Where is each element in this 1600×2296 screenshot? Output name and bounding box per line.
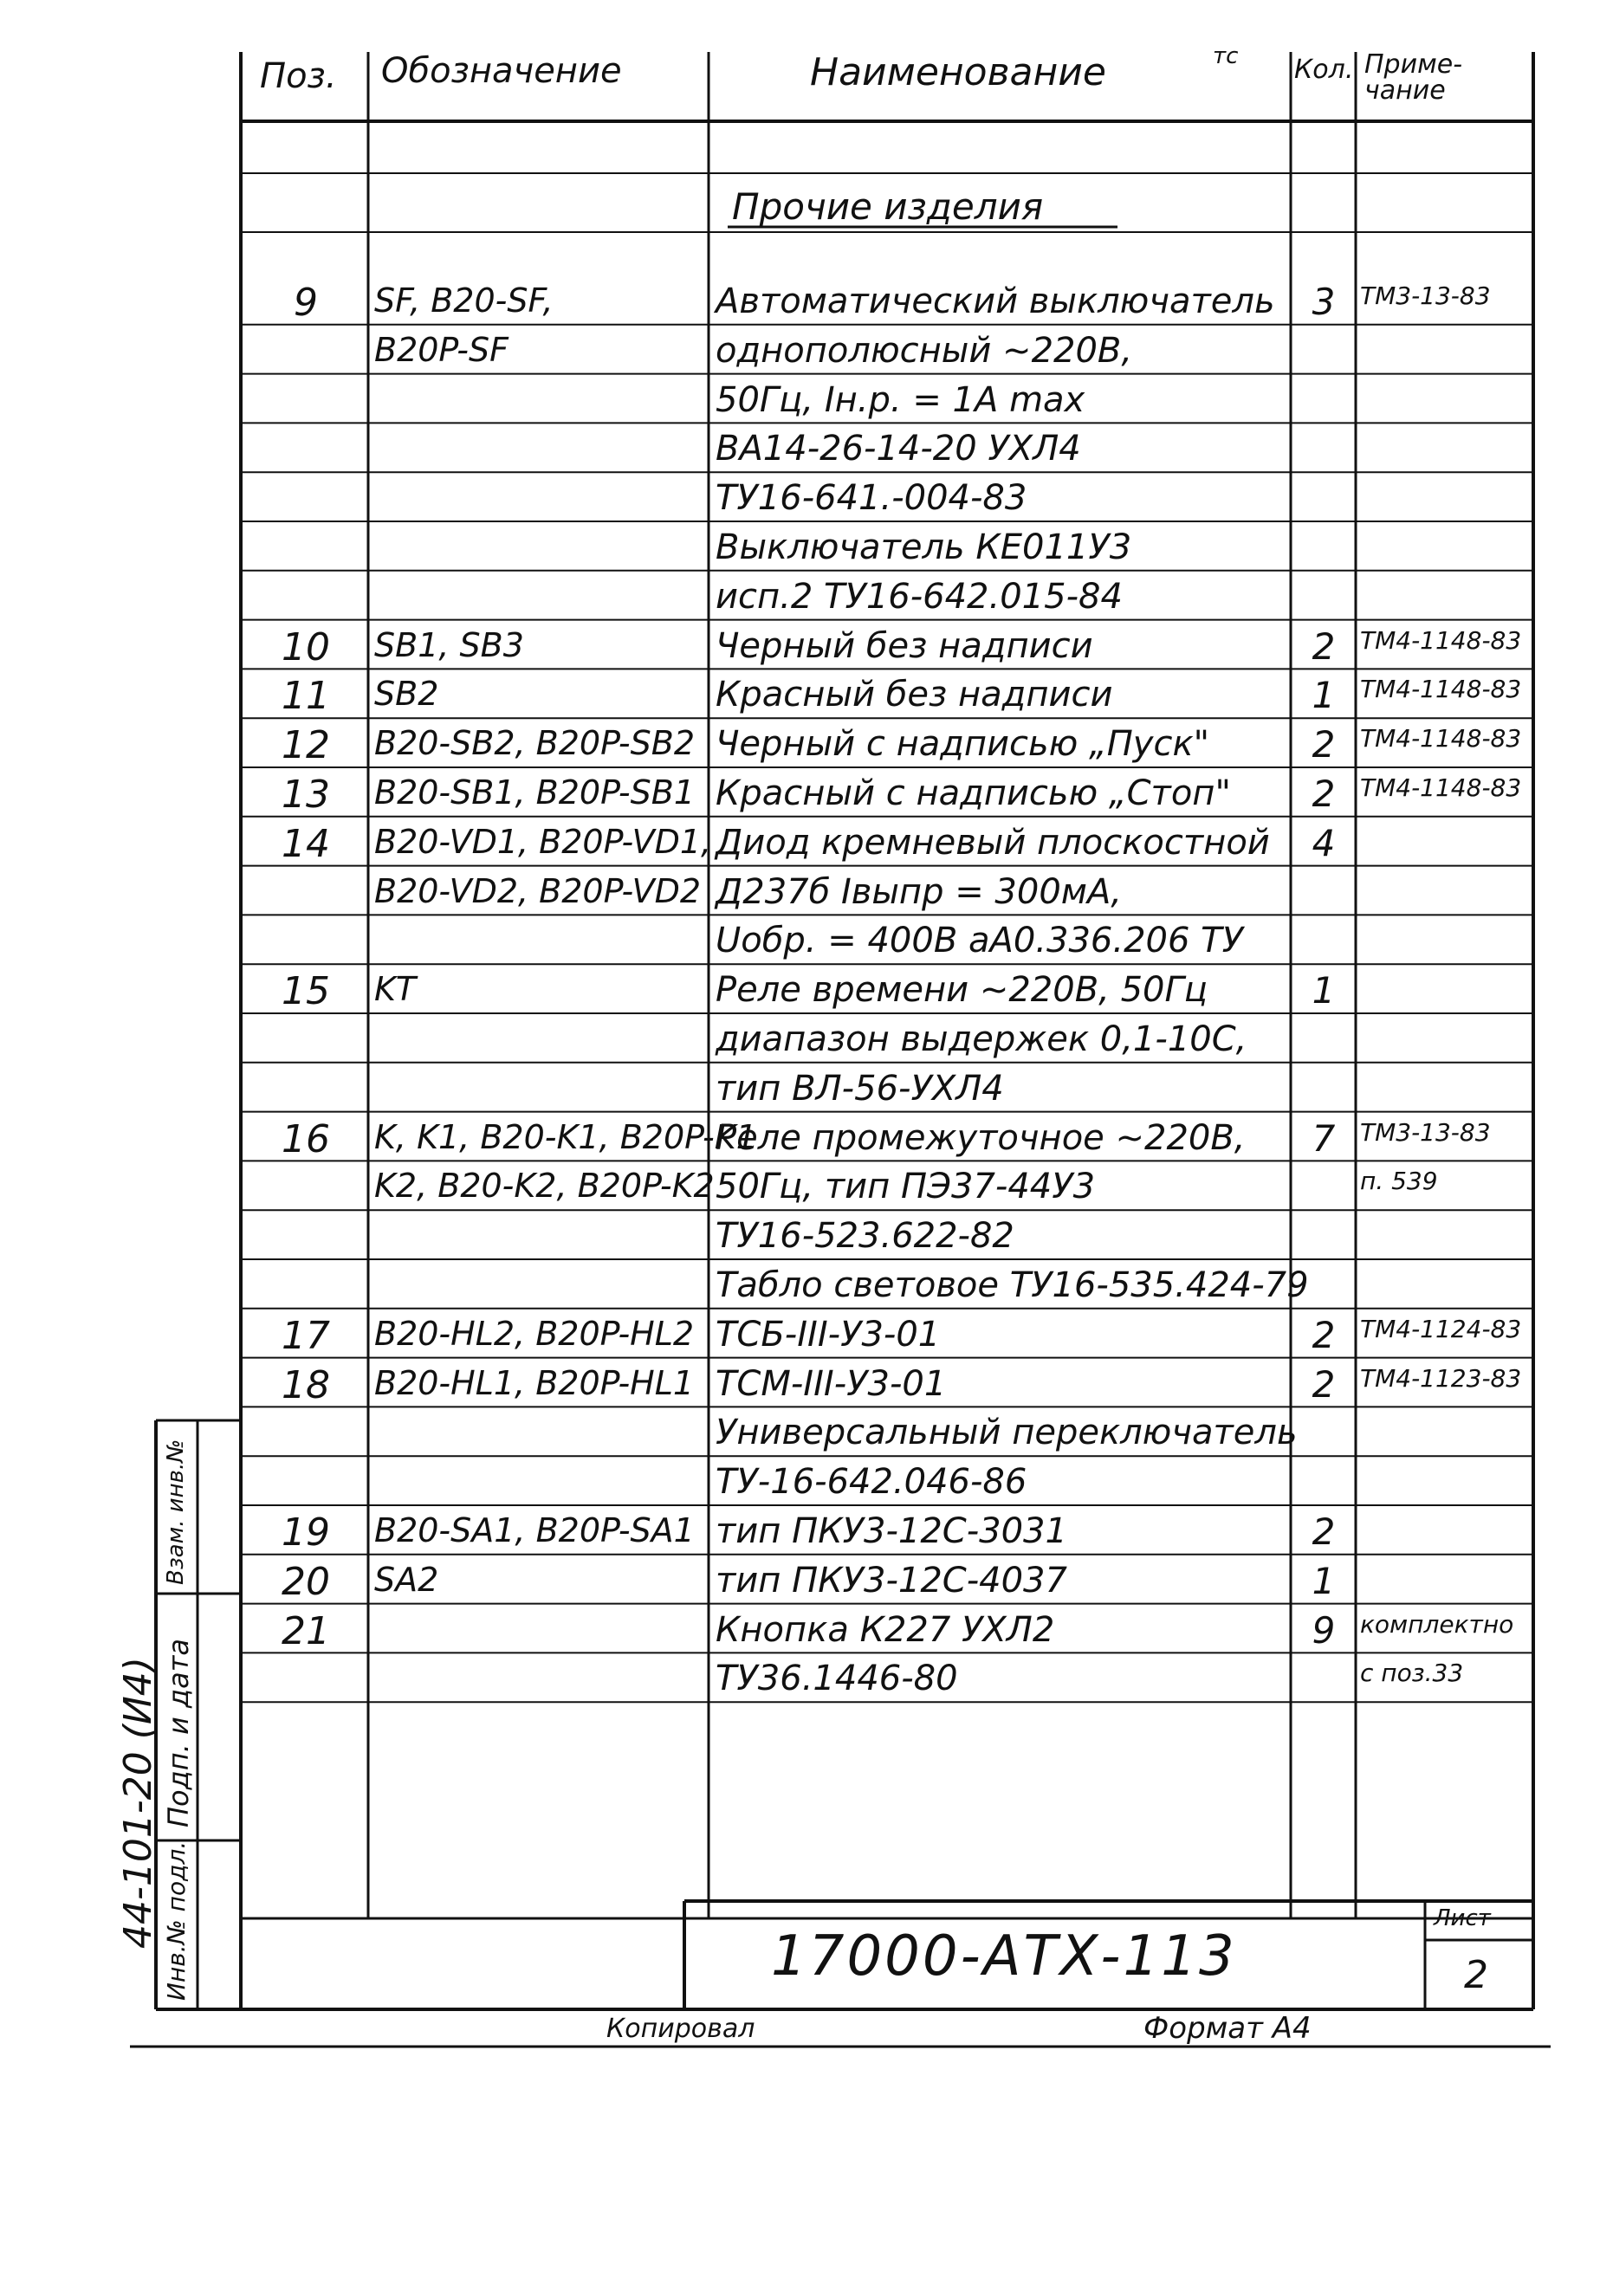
row-pos: 10 (282, 624, 330, 669)
row-pos: 14 (282, 821, 330, 866)
row-pos: 20 (282, 1559, 330, 1604)
row-name: 50Гц, Iн.р. = 1А max (716, 379, 1085, 420)
row-name: тип ПКУ3-12С-4037 (716, 1560, 1067, 1601)
row-qty: 4 (1312, 821, 1336, 864)
row-qty: 2 (1312, 773, 1336, 815)
side-vzam-inv: Взам. инв.№ (163, 1439, 189, 1585)
row-note: комплектно (1360, 1609, 1514, 1639)
row-designation: B20P-SF (374, 330, 509, 369)
row-name: ТУ16-641.-004-83 (716, 478, 1027, 519)
row-name: диапазон выдержек 0,1-10С, (716, 1019, 1247, 1059)
sheet-label: Лист (1434, 1905, 1491, 1931)
row-note: ТМ4-1124-83 (1360, 1314, 1522, 1343)
row-name: Кнопка К227 УХЛ2 (716, 1609, 1055, 1650)
row-designation: B20-HL1, B20P-HL1 (374, 1363, 695, 1402)
side-vertical-code: 44-101-20 (И4) (116, 1657, 160, 1949)
row-note: ТМ4-1148-83 (1360, 773, 1522, 802)
row-name: Универсальный переключатель (716, 1413, 1298, 1453)
row-qty: 3 (1312, 281, 1336, 323)
row-designation: SB1, SB3 (374, 625, 524, 664)
row-note: с поз.33 (1360, 1659, 1464, 1688)
row-note: ТМ4-1148-83 (1360, 675, 1522, 704)
row-pos: 13 (282, 773, 330, 817)
row-designation: B20-VD1, B20P-VD1, (374, 822, 712, 861)
side-inv-podl: Инв.№ подл. (162, 1840, 191, 2001)
row-name: Красный без надписи (716, 675, 1113, 715)
sheet-number: 2 (1464, 1953, 1488, 1997)
row-qty: 2 (1312, 624, 1336, 668)
row-note: п. 539 (1360, 1167, 1438, 1196)
header-note: Приме- чание (1364, 49, 1463, 106)
row-name: тип ПКУ3-12С-3031 (716, 1511, 1067, 1551)
row-name: Табло световое ТУ16-535.424-79 (716, 1265, 1309, 1305)
row-pos: 19 (282, 1510, 330, 1555)
row-name: Реле промежуточное ~220В, (716, 1117, 1246, 1158)
row-name: Красный с надписью „Стоп" (716, 773, 1231, 813)
row-note: ТМ3-13-83 (1360, 1117, 1491, 1147)
row-designation: SB2 (374, 675, 439, 714)
row-name: Uобр. = 400В аА0.336.206 ТУ (716, 921, 1243, 961)
row-pos: 21 (282, 1608, 330, 1653)
row-pos: 18 (282, 1362, 330, 1407)
row-qty: 2 (1312, 1510, 1336, 1553)
row-designation: KT (374, 970, 417, 1009)
footer-format: Формат А4 (1143, 2011, 1312, 2046)
row-pos: 17 (282, 1313, 330, 1358)
row-name: ТУ-16-642.046-86 (716, 1462, 1027, 1503)
header-name: Наименование (810, 50, 1106, 94)
row-note: ТМ3-13-83 (1360, 281, 1491, 310)
row-name: ТСМ-III-У3-01 (716, 1363, 947, 1404)
row-pos: 16 (282, 1116, 330, 1161)
row-pos: 9 (294, 281, 318, 325)
row-name: Черный без надписи (716, 625, 1093, 666)
header-pos: Поз. (260, 56, 337, 96)
row-designation: SA2 (374, 1560, 439, 1599)
row-qty: 7 (1312, 1116, 1336, 1160)
row-designation: B20-HL2, B20P-HL2 (374, 1314, 695, 1353)
header-qty: Кол. (1294, 55, 1354, 85)
row-name: Д237б Iвыпр = 300мА, (716, 871, 1123, 912)
row-designation: B20-SB1, B20P-SB1 (374, 773, 695, 812)
row-name: Диод кремневый плоскостной (716, 822, 1270, 863)
row-designation: B20-SA1, B20P-SA1 (374, 1511, 695, 1549)
section-title: Прочие изделия (732, 185, 1044, 228)
row-note: ТМ4-1123-83 (1360, 1363, 1522, 1393)
row-qty: 1 (1312, 1559, 1336, 1602)
row-designation: B20-SB2, B20P-SB2 (374, 724, 695, 763)
row-pos: 15 (282, 969, 330, 1014)
row-qty: 1 (1312, 674, 1336, 717)
row-qty: 1 (1312, 969, 1336, 1012)
row-name: однополюсный ~220В, (716, 330, 1133, 371)
row-designation: B20-VD2, B20P-VD2 (374, 871, 702, 910)
row-note: ТМ4-1148-83 (1360, 625, 1522, 655)
row-pos: 11 (282, 674, 330, 719)
row-designation: K, K1, B20-K1, B20P-K1 (374, 1117, 757, 1156)
row-name: ТСБ-III-У3-01 (716, 1314, 941, 1355)
row-designation: K2, B20-K2, B20P-K2 (374, 1167, 715, 1206)
row-name: Реле времени ~220В, 50Гц (716, 970, 1208, 1011)
row-name: ВА14-26-14-20 УХЛ4 (716, 429, 1081, 469)
row-qty: 2 (1312, 1362, 1336, 1406)
header-designation: Обозначение (381, 51, 622, 91)
row-name: тип ВЛ-56-УХЛ4 (716, 1068, 1004, 1109)
footer-copied: Копировал (606, 2014, 755, 2044)
row-name: Выключатель КЕ011У3 (716, 527, 1132, 567)
row-designation: SF, B20-SF, (374, 281, 554, 320)
row-qty: 2 (1312, 723, 1336, 766)
row-name: исп.2 ТУ16-642.015-84 (716, 576, 1123, 617)
row-note: ТМ4-1148-83 (1360, 724, 1522, 753)
row-qty: 9 (1312, 1608, 1336, 1652)
row-pos: 12 (282, 723, 330, 768)
doc-code: 17000-АТХ-113 (771, 1924, 1237, 1989)
row-name: ТУ36.1446-80 (716, 1659, 958, 1699)
header-name-mark: тс (1213, 43, 1239, 69)
row-qty: 2 (1312, 1313, 1336, 1356)
side-podp-data: Подп. и дата (162, 1639, 195, 1827)
row-name: Черный с надписью „Пуск" (716, 724, 1210, 765)
row-name: ТУ16-523.622-82 (716, 1216, 1014, 1257)
row-name: Автоматический выключатель (716, 281, 1275, 321)
row-name: 50Гц, тип ПЭ37-44У3 (716, 1167, 1096, 1207)
